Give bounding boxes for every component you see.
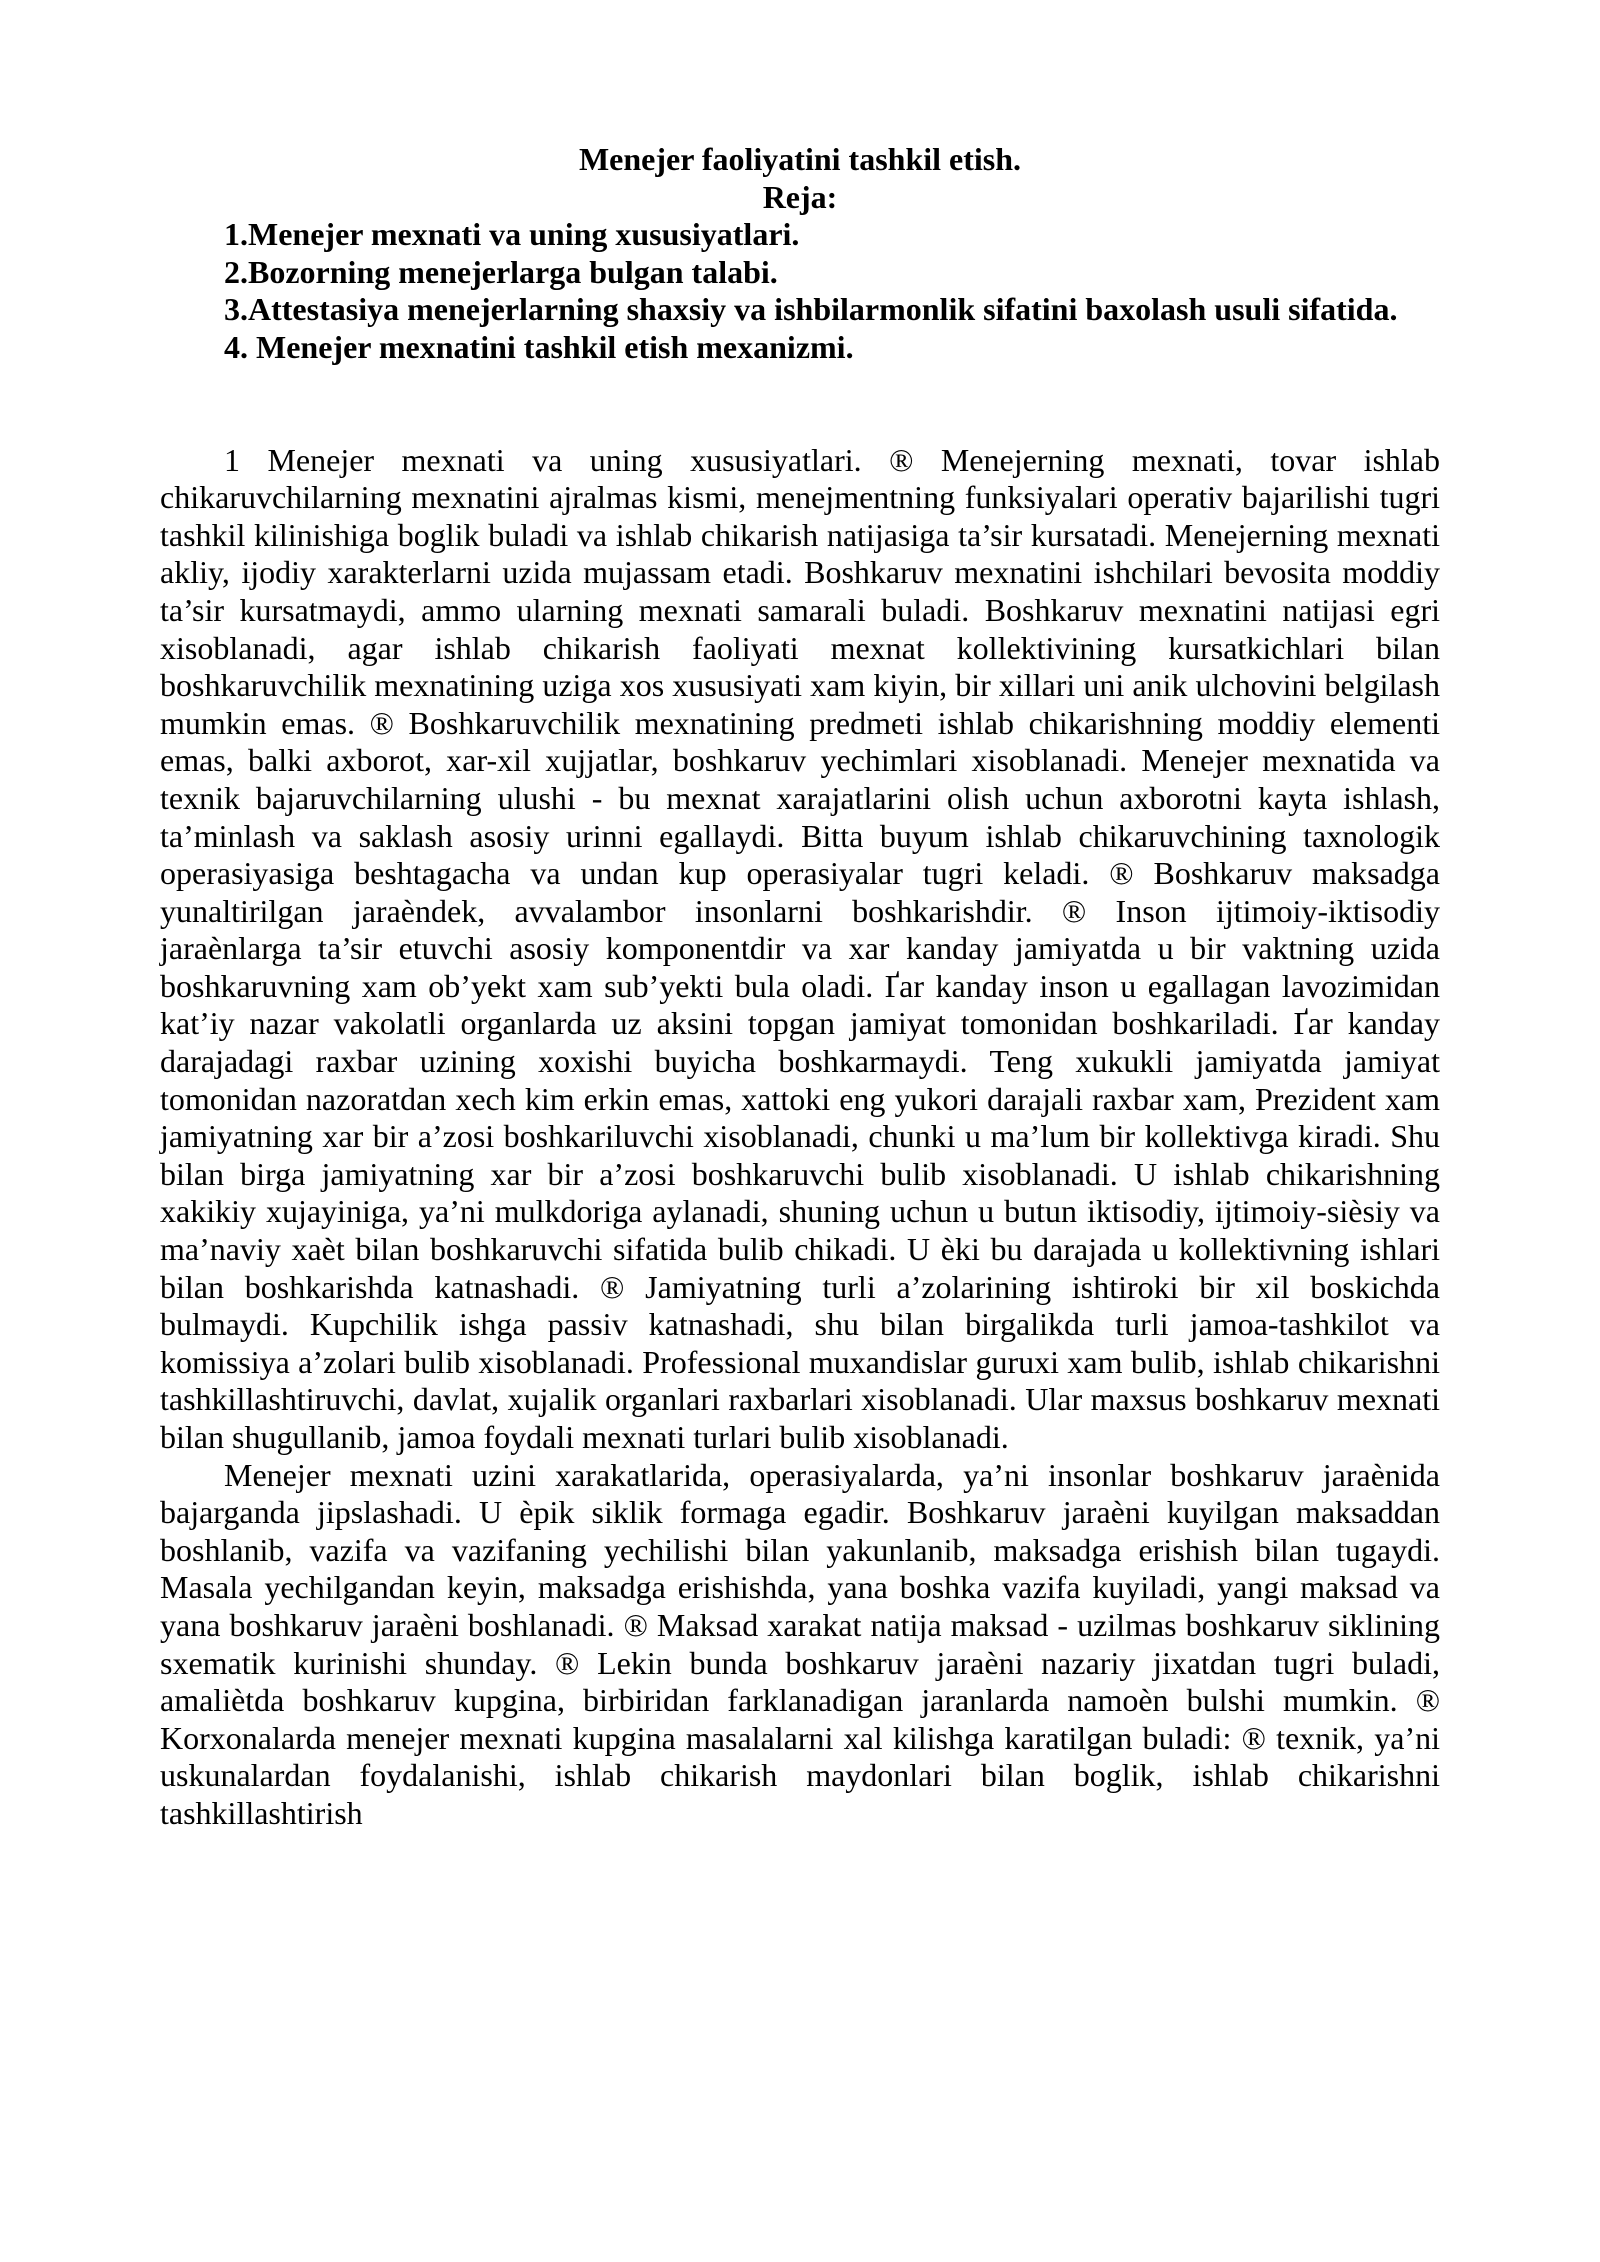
body-paragraph-2: Menejer mexnati uzini xarakatlarida, operasiyalarda, ya’ni insonlar boshkaruv jaraènida bajarganda jipslashadi. U èpik siklik formaga egadir. Boshkaruv jaraèni kuyilgan maksaddan boshlanib, vazifa va vazifaning yechilishi bilan yakunlanib, maksadga erishish bilan tugaydi. Masala yechilgandan keyin, maksadga erishishda, yana boshka vazifa kuyiladi, yangi maksad va yana boshkaruv jaraèni boshlanadi. ® Maksad xarakat natija maksad - uzilmas boshkaruv siklining sxematik kurinishi shunday. ® Lekin bunda boshkaruv jaraèni nazariy jixatdan tugri buladi, amaliètda boshkaruv kupgina, birbiridan farklanadigan jaranlarda namoèn bulshi mumkin. ® Korxonalarda menejer mexnati kupgina masalalarni xal kilishga karatilgan buladi: ® texnik, ya’ni uskunalardan foydalanishi, ishlab chikarish maydonlari bilan boglik, ishlab chikarishni tashkillashtirish (160, 1456, 1440, 1831)
plan-item-2: 2.Bozorning menejerlarga bulgan talabi. (224, 253, 778, 290)
document-body (160, 442, 1440, 1833)
document-title: Menejer faoliyatini tashkil etish. (578, 141, 1022, 177)
plan-list (160, 216, 1440, 366)
plan-item-4: 4. Menejer mexnatini tashkil etish mexanizmi. (224, 328, 854, 365)
body-paragraph-1: 1 Menejer mexnati va uning xususiyatlari. ® Menejerning mexnati, tovar ishlab chikaruvchilarning mexnatini ajralmas kismi, menejmentning funksiyalari operativ bajarilishi tugri tashkil kilinishiga boglik buladi va ishlab chikarish natijasiga ta’sir kursatadi. Menejerning mexnati akliy, ijodiy xarakterlarni uzida mujassam etadi. Boshkaruv mexnatini ishchilari bevosita moddiy ta’sir kursatmaydi, ammo ularning mexnati samarali buladi. Boshkaruv mexnatini natijasi egri xisoblanadi, agar ishlab chikarish faoliyati mexnat kollektivining kursatkichlari bilan boshkaruvchilik mexnatining uziga xos xususiyati xam kiyin, bir xillari uni anik ulchovini belgilash mumkin emas. ® Boshkaruvchilik mexnatining predmeti ishlab chikarishning moddiy elementi emas, balki axborot, xar-xil xujjatlar, boshkaruv yechimlari xisoblanadi. Menejer mexnatida va texnik bajaruvchilarning ulushi - bu mexnat xarajatlarini olish uchun axborotni kayta ishlash, ta’minlash va saklash asosiy urinni egallaydi. Bitta buyum ishlab chikaruvchining taxnologik operasiyasiga beshtagacha va undan kup operasiyalar tugri keladi. ® Boshkaruv maksadga yunaltirilgan jaraèndek, avvalambor insonlarni boshkarishdir. ® Inson ijtimoiy-iktisodiy jaraènlarga ta’sir etuvchi asosiy komponentdir va xar kanday jamiyatda u bir vaktning uzida boshkaruvning xam ob’yekt xam sub’yekti bula oladi. Ґar kanday inson u egallagan lavozimidan kat’iy nazar vakolatli organlarda uz aksini topgan jamiyat tomonidan boshkariladi. Ґar kanday darajadagi raxbar uzining xoxishi buyicha boshkarmaydi. Teng xukukli jamiyatda jamiyat tomonidan nazoratdan xech kim erkin emas, xattoki eng yukori darajali raxbar xam, Prezident xam jamiyatning xar bir a’zosi boshkariluvchi xisoblanadi, chunki u ma’lum bir kollektivga kiradi. Shu bilan birga jamiyatning xar bir a’zosi boshkaruvchi bulib xisoblanadi. U ishlab chikarishning xakikiy xujayiniga, ya’ni mulkdoriga aylanadi, shuning uchun u butun iktisodiy, ijtimoiy-sièsiy va ma’naviy xaèt bilan boshkaruvchi sifatida bulib chikadi. U èki bu darajada u kollektivning ishlari bilan boshkarishda katnashadi. ® Jamiyatning turli a’zolarining ishtiroki bir xil boskichda bulmaydi. Kupchilik ishga passiv katnashadi, shu bilan birgalikda turli jamoa-tashkilot va komissiya a’zolari bulib xisoblanadi. Professional muxandislar guruxi xam bulib, ishlab chikarishni tashkillashtiruvchi, davlat, xujalik organlari raxbarlari xisoblanadi. Ular maxsus boshkaruv mexnati bilan shugullanib, jamoa foydali mexnati turlari bulib xisoblanadi. (160, 441, 1440, 1455)
plan-item-3: 3.Attestasiya menejerlarning shaxsiy va ishbilarmonlik sifatini baxolash usuli sifatida. (224, 291, 1398, 328)
plan-item-1: 1.Menejer mexnati va uning xususiyatlari. (224, 216, 800, 253)
plan-heading: Reja: (762, 178, 838, 215)
